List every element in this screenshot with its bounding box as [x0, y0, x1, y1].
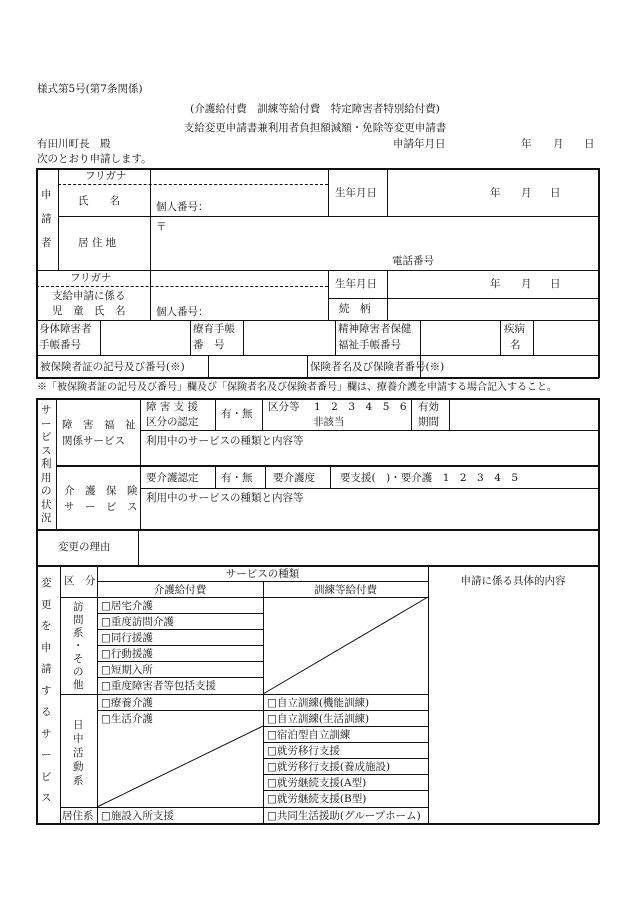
care-level-label: 要介護度 — [273, 472, 315, 484]
application-year: 年 — [521, 138, 532, 150]
checkbox-accompanying-support[interactable]: □同行援護 — [101, 632, 153, 644]
checkbox-group-home[interactable]: □共同生活援助(グループホーム) — [267, 810, 421, 822]
care-service-label-1: 介 護 保 険 — [64, 485, 138, 497]
valid-period-label-2: 期間 — [418, 416, 439, 428]
intro-text: 次のとおり申請します。 — [37, 153, 152, 165]
welfare-usage-label: 利用中のサービスの種類と内容等 — [146, 435, 304, 447]
child-birthdate-label: 生年月日 — [335, 278, 377, 290]
not-applicable-label: 非該当 — [313, 416, 345, 428]
child-relation-label: 続 柄 — [339, 303, 371, 315]
applicant-phone-label: 電話番号 — [392, 255, 434, 267]
insured-number-label: 被保険者証の記号及び番号(※) — [40, 361, 185, 373]
change-services-section-label: 変 更 を 申 請 す る サ ー ビ ス — [41, 577, 52, 804]
care-service-label-2: サ ー ビ ス — [64, 501, 138, 513]
checkbox-continuous-employment-b[interactable]: □就労継続支援(B型) — [267, 793, 367, 805]
checkbox-life-care[interactable]: □生活介護 — [101, 713, 153, 725]
care-benefit-header: 介護給付費 — [153, 584, 207, 596]
disease-label-2: 名 — [510, 339, 521, 351]
support-class-label-2: 区分の認定 — [146, 416, 199, 428]
form-title-line1: (介護給付費 訓練等給付費 特定障害者特別給付費) — [190, 103, 440, 115]
care-level-values: 要支援( )・要介護 1 2 3 4 5 — [340, 472, 519, 484]
application-month: 月 — [553, 138, 564, 150]
mental-handbook-label-1: 精神障害者保健 — [338, 323, 412, 335]
checkbox-independence-functional[interactable]: □自立訓練(機能訓練) — [267, 697, 370, 709]
service-types-header: サービスの種類 — [225, 568, 300, 580]
applicant-birth-day: 日 — [550, 187, 561, 199]
training-benefit-header: 訓練等給付費 — [314, 584, 377, 596]
applicant-address-label: 居 住 地 — [78, 237, 117, 249]
child-birth-month: 月 — [521, 278, 532, 290]
checkbox-short-stay[interactable]: □短期入所 — [101, 664, 153, 676]
care-yes-no: 有・無 — [221, 472, 253, 484]
checkbox-severe-visiting-care[interactable]: □重度訪問介護 — [101, 616, 174, 628]
physical-handbook-label-1: 身体障害者 — [39, 323, 92, 335]
insurer-number-label: 保険者名及び保険者番号(※) — [310, 361, 445, 373]
checkbox-facility-admission[interactable]: □施設入所支援 — [101, 810, 174, 822]
residence-category-label: 居住系 — [62, 810, 94, 822]
checkbox-employment-transition[interactable]: □就労移行支援 — [267, 745, 340, 757]
child-personal-number-label: 個人番号： — [156, 306, 209, 318]
change-reason-label: 変更の理由 — [58, 541, 111, 553]
welfare-service-label-1: 障 害 福 祉 — [62, 419, 136, 431]
mental-handbook-label-2: 福祉手帳番号 — [338, 339, 401, 351]
applicant-birth-month: 月 — [521, 187, 532, 199]
care-usage-label: 利用中のサービスの種類と内容等 — [146, 492, 304, 504]
support-yes-no: 有・無 — [221, 408, 253, 420]
child-label-line2: 児 童 氏 名 — [52, 305, 126, 317]
checkbox-medical-care[interactable]: □療養介護 — [101, 697, 153, 709]
applicant-birth-year: 年 — [490, 187, 501, 199]
rehab-handbook-label-2: 番 号 — [193, 339, 225, 351]
checkbox-employment-transition-training[interactable]: □就労移行支援(養成施設) — [267, 761, 391, 773]
class-label: 区分等 — [268, 401, 300, 413]
rehab-handbook-label-1: 療育手帳 — [193, 323, 235, 335]
checkbox-continuous-employment-a[interactable]: □就労継続支援(A型) — [267, 777, 367, 789]
child-birth-year: 年 — [490, 278, 501, 290]
valid-period-label-1: 有効 — [418, 401, 439, 413]
class-numbers: 1 2 3 4 5 6 — [314, 401, 407, 413]
application-date-label: 申請年月日 — [393, 138, 446, 150]
checkbox-behavioral-support[interactable]: □行動援護 — [101, 648, 153, 660]
checkbox-home-care[interactable]: □居宅介護 — [101, 600, 153, 612]
visit-category-label: 訪 問 系 ・ そ の 他 — [73, 601, 84, 691]
support-class-label-1: 障 害 支 援 — [146, 401, 199, 413]
day-activity-category-label: 日 中 活 動 系 — [73, 719, 84, 787]
application-day: 日 — [584, 138, 595, 150]
child-furigana-label: フリガナ — [70, 272, 112, 284]
addressee: 有田川町長 殿 — [37, 138, 111, 150]
service-status-section-label: サ ー ビ ス 利 用 の 状 況 — [41, 404, 52, 524]
form-number: 様式第5号(第7条関係) — [37, 83, 143, 95]
physical-handbook-label-2: 手帳番号 — [39, 339, 81, 351]
postal-mark: 〒 — [156, 221, 167, 233]
care-certification-label: 要介護認定 — [146, 472, 199, 484]
checkbox-residential-independence[interactable]: □宿泊型自立訓練 — [267, 729, 351, 741]
welfare-service-label-2: 関係サービス — [62, 435, 125, 447]
form-title-line2: 支給変更申請書兼利用者負担額減額・免除等変更申請書 — [183, 122, 447, 134]
category-header: 区 分 — [64, 575, 96, 587]
applicant-birthdate-label: 生年月日 — [335, 187, 377, 199]
applicant-name-label: 氏 名 — [78, 195, 120, 207]
insurance-note: ※「被保険者証の記号及び番号」欄及び「保険者名及び保険者番号」欄は、療養介護を申請する場合記入すること。 — [37, 382, 557, 393]
applicant-personal-number-label: 個人番号： — [156, 201, 209, 213]
applicant-furigana-label: フリガナ — [85, 170, 127, 182]
applicant-section-label: 申 請 者 — [41, 189, 52, 249]
child-label-line1: 支給申請に係る — [52, 290, 126, 302]
disease-label-1: 疾病 — [504, 323, 525, 335]
checkbox-comprehensive-support[interactable]: □重度障害者等包括支援 — [101, 680, 216, 692]
checkbox-independence-life[interactable]: □自立訓練(生活訓練) — [267, 713, 370, 725]
child-birth-day: 日 — [550, 278, 561, 290]
details-header: 申請に係る具体的内容 — [460, 575, 566, 587]
